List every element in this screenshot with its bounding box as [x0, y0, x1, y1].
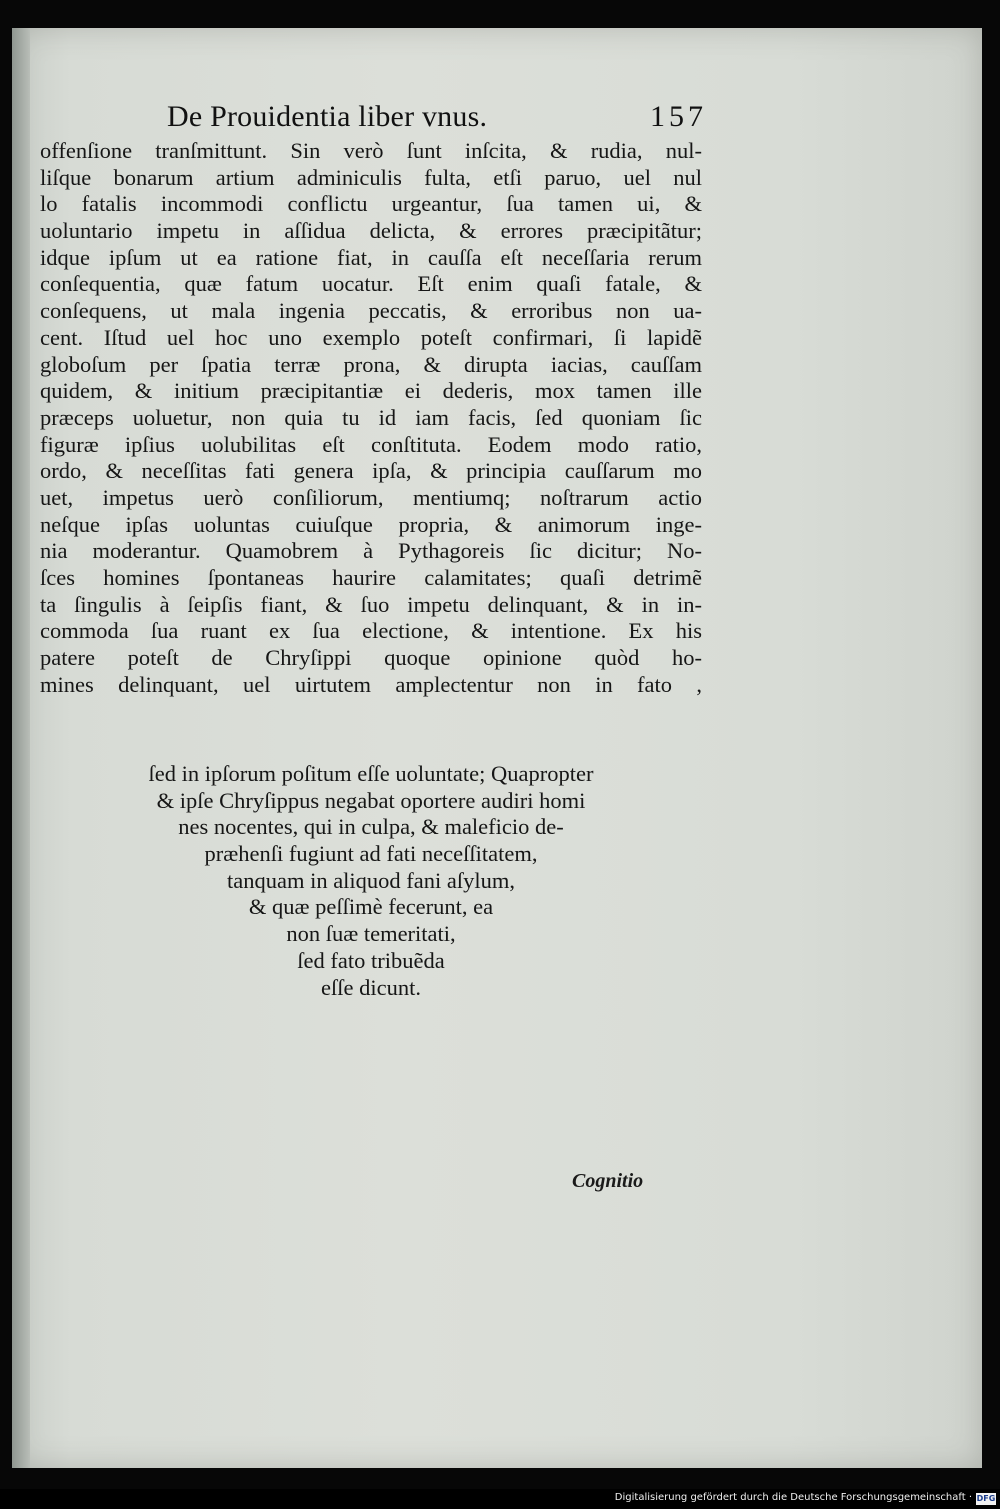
digitization-credit: Digitalisierung gefördert durch die Deutsche Forschungsgemeinschaft ·	[614, 1492, 972, 1503]
text-line: & ipſe Chryſippus negabat oportere audiri homi	[156, 787, 586, 813]
dfg-logo-icon: DFG	[976, 1494, 996, 1503]
text-line: præhenſi fugiunt ad fati neceſſitatem,	[204, 841, 538, 867]
running-head-title: De Prouidentia liber vnus.	[167, 100, 488, 133]
text-line: uet, impetus uerò conſiliorum, mentiumq; noſtrarum actio	[40, 484, 702, 510]
text-line: ſed in ipſorum poſitum eſſe uoluntate; Quapropter	[148, 761, 594, 786]
running-head	[167, 100, 707, 140]
tapered-closing-text	[40, 761, 702, 1001]
text-line: ſed fato tribuẽda	[297, 947, 445, 973]
text-line: idque ipſum ut ea ratione fiat, in cauſſa eſt neceſſaria rerum	[40, 244, 702, 270]
text-line: conſequens, ut mala ingenia peccatis, & erroribus non ua-	[40, 298, 702, 324]
text-line: ta ſingulis à ſeipſis fiant, & ſuo impetu delinquant, & in in-	[40, 591, 702, 617]
text-line: commoda ſua ruant ex ſua electione, & intentione. Ex his	[40, 618, 702, 644]
catchword: Cognitio	[572, 1170, 644, 1192]
text-line: ordo, & neceſſitas fati genera ipſa, & principia cauſſarum mo	[40, 458, 702, 484]
text-line: & quæ peſſimè fecerunt, ea	[248, 894, 494, 920]
text-line: ſces homines ſpontaneas haurire calamitates; quaſi detrimẽ	[40, 565, 702, 590]
page-number: 157	[650, 100, 707, 133]
text-line: patere poteſt de Chryſippi quoque opinione quòd ho-	[40, 645, 702, 671]
text-line: præceps uoluetur, non quia tu id iam facis, ſed quoniam ſic	[40, 404, 702, 430]
text-line: cent. Iſtud uel hoc uno exemplo poteſt confirmari, ſi lapidẽ	[40, 324, 702, 350]
text-line: uoluntario impetu in aſſidua delicta, & errores præcipitãtur;	[40, 218, 702, 244]
text-line: conſequentia, quæ fatum uocatur. Eſt enim quaſi fatale, &	[40, 271, 702, 297]
text-line: quidem, & initium præcipitantiæ ei dederis, mox tamen ille	[40, 378, 702, 404]
text-line: neſque ipſas uoluntas cuiuſque propria, & animorum inge-	[40, 511, 702, 537]
text-line: nes nocentes, qui in culpa, & maleficio de-	[178, 814, 564, 840]
text-line: liſque bonarum artium adminiculis fulta, etſi paruo, uel nul	[40, 164, 702, 190]
body-text	[40, 138, 702, 698]
text-line: nia moderantur. Quamobrem à Pythagoreis ſic dicitur; No-	[40, 538, 702, 564]
text-line: non ſuæ temeritati,	[286, 921, 456, 947]
text-line: offenſione tranſmittunt. Sin verò ſunt inſcita, & rudia, nul-	[40, 138, 702, 163]
page-gutter-edge	[12, 28, 30, 1468]
text-line: figuræ ipſius uolubilitas eſt conſtituta. Eodem modo ratio,	[40, 431, 702, 457]
text-line: mines delinquant, uel uirtutem amplectentur non in fato ,	[40, 671, 702, 697]
text-line: eſſe dicunt.	[321, 974, 421, 1000]
text-line: globoſum per ſpatia terræ prona, & dirupta iacias, cauſſam	[40, 351, 702, 377]
text-line: tanquam in aliquod fani aſylum,	[226, 867, 516, 893]
text-line: lo fatalis incommodi conflictu urgeantur, ſua tamen ui, &	[40, 191, 702, 217]
